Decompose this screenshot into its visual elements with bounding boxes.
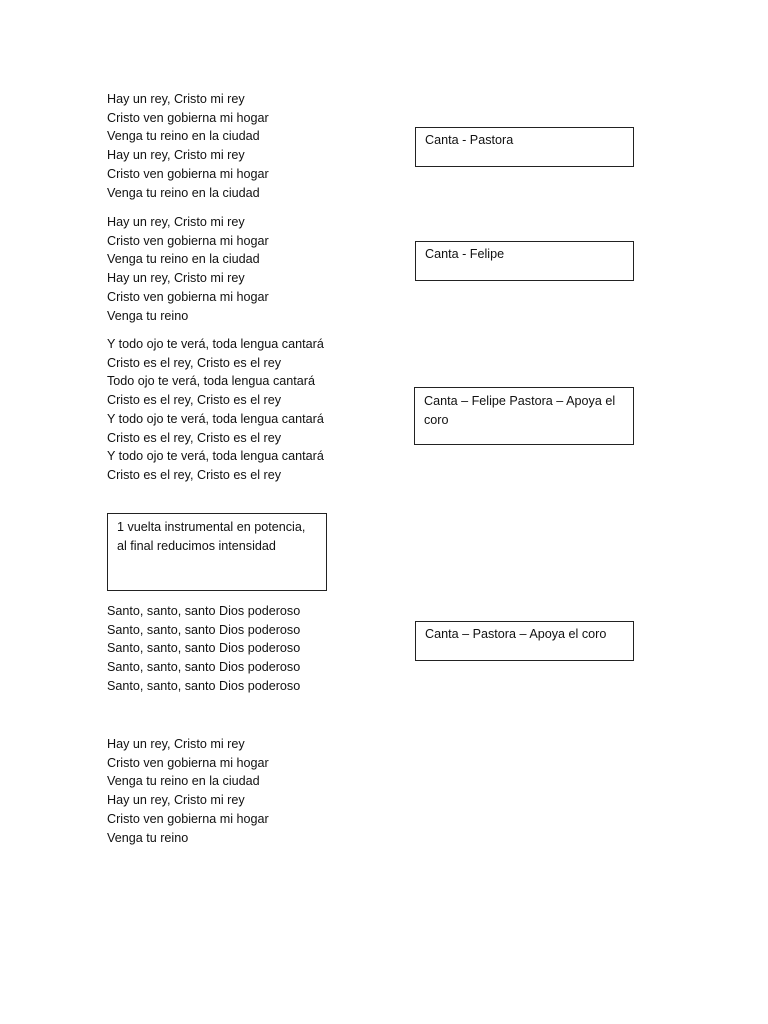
lyric-line: Hay un rey, Cristo mi rey bbox=[107, 737, 245, 751]
singer-note-pastora bbox=[415, 127, 634, 167]
lyric-line: Venga tu reino bbox=[107, 830, 189, 845]
lyric-line: Santo, santo, santo Dios poderoso bbox=[107, 660, 301, 675]
lyric-line: Santo, santo, santo Dios poderoso bbox=[107, 641, 301, 656]
lyric-line: Hay un rey, Cristo mi rey bbox=[107, 793, 245, 808]
lyric-line: Cristo es el rey, Cristo es el rey bbox=[107, 355, 282, 370]
note-text: Canta - Pastora bbox=[425, 133, 514, 147]
lyric-line: Y todo ojo te verá, toda lengua cantará bbox=[107, 449, 324, 464]
lyrics-stanza-5 bbox=[107, 735, 269, 847]
lyric-line: Cristo ven gobierna mi hogar bbox=[107, 166, 269, 181]
lyric-line: Cristo ven gobierna mi hogar bbox=[107, 755, 269, 770]
lyric-line: Venga tu reino en la ciudad bbox=[107, 185, 260, 200]
lyric-line: Hay un rey, Cristo mi rey bbox=[107, 92, 245, 106]
lyric-line: Cristo ven gobierna mi hogar bbox=[107, 110, 269, 125]
lyric-line: Cristo ven gobierna mi hogar bbox=[107, 811, 269, 826]
lyric-line: Todo ojo te verá, toda lengua cantará bbox=[107, 374, 315, 389]
lyric-line: Hay un rey, Cristo mi rey bbox=[107, 215, 245, 229]
lyric-line: Venga tu reino en la ciudad bbox=[107, 774, 260, 789]
note-text: 1 vuelta instrumental en potencia, al final reducimos intensidad bbox=[117, 520, 306, 553]
lyrics-stanza-2 bbox=[107, 213, 269, 325]
instrumental-note bbox=[107, 513, 327, 591]
lyric-line: Santo, santo, santo Dios poderoso bbox=[107, 604, 301, 618]
lyric-line: Cristo es el rey, Cristo es el rey bbox=[107, 393, 282, 408]
lyric-line: Venga tu reino en la ciudad bbox=[107, 252, 260, 267]
lyrics-stanza-1 bbox=[107, 90, 269, 202]
lyric-line: Hay un rey, Cristo mi rey bbox=[107, 271, 245, 286]
lyric-line: Cristo ven gobierna mi hogar bbox=[107, 233, 269, 248]
lyric-line: Venga tu reino en la ciudad bbox=[107, 129, 260, 144]
lyric-line: Y todo ojo te verá, toda lengua cantará bbox=[107, 337, 324, 351]
lyric-line: Cristo ven gobierna mi hogar bbox=[107, 289, 269, 304]
note-text: Canta – Pastora – Apoya el coro bbox=[425, 627, 607, 641]
lyrics-stanza-3 bbox=[107, 335, 324, 485]
lyrics-stanza-4 bbox=[107, 602, 300, 696]
lyric-line: Santo, santo, santo Dios poderoso bbox=[107, 622, 301, 637]
lyric-line: Cristo es el rey, Cristo es el rey bbox=[107, 430, 282, 445]
lyric-line: Santo, santo, santo Dios poderoso bbox=[107, 678, 301, 693]
lyric-line: Hay un rey, Cristo mi rey bbox=[107, 148, 245, 163]
lyric-line: Cristo es el rey, Cristo es el rey bbox=[107, 467, 282, 482]
singer-note-pastora-coro bbox=[415, 621, 634, 661]
lyric-line: Venga tu reino bbox=[107, 308, 189, 323]
lyric-line: Y todo ojo te verá, toda lengua cantará bbox=[107, 411, 324, 426]
singer-note-felipe bbox=[415, 241, 634, 281]
note-text: Canta – Felipe Pastora – Apoya el coro bbox=[424, 394, 616, 427]
singer-note-felipe-pastora bbox=[414, 387, 634, 445]
note-text: Canta - Felipe bbox=[425, 247, 505, 261]
